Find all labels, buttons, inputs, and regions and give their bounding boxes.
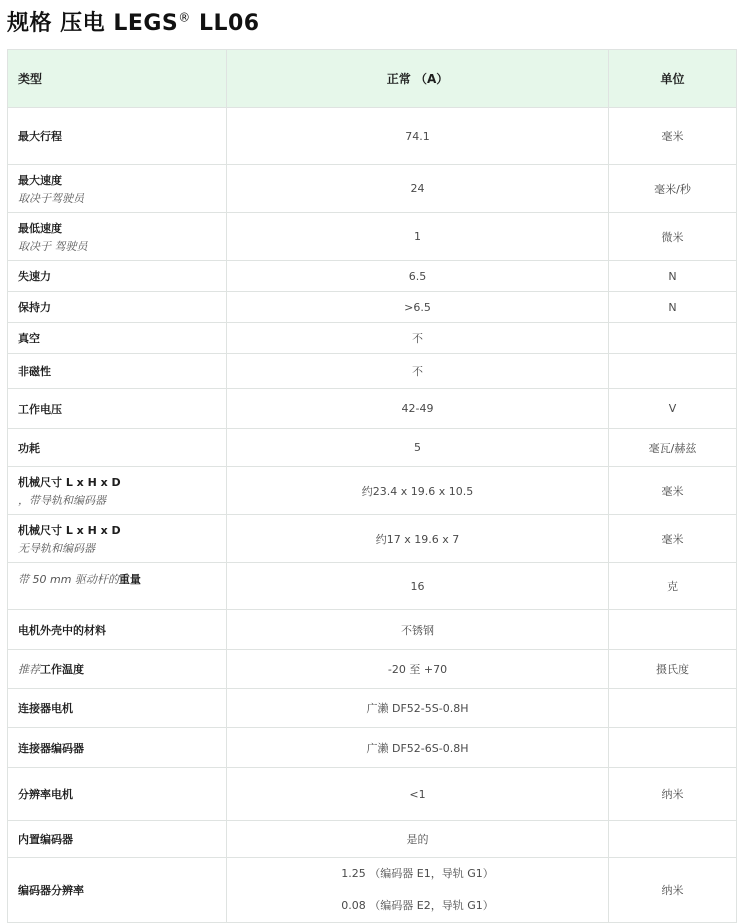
table-row [8, 728, 737, 768]
table-row [8, 563, 737, 610]
table-row [8, 768, 737, 821]
row-label: 分辨率电机 [8, 768, 227, 821]
row-value: 是的 [227, 821, 609, 858]
row-unit [609, 689, 737, 728]
row-label: 最低速度 取决于 驾驶员 [8, 213, 227, 261]
row-unit: 毫瓦/赫兹 [609, 429, 737, 467]
row-label: 工作电压 [8, 389, 227, 429]
header-unit: 单位 [609, 50, 737, 108]
table-row [8, 165, 737, 213]
row-value: 42-49 [227, 389, 609, 429]
table-row [8, 108, 737, 165]
row-unit: N [609, 292, 737, 323]
row-unit [609, 728, 737, 768]
table-row [8, 354, 737, 389]
row-unit: 毫米 [609, 467, 737, 515]
registered-mark: ® [178, 10, 191, 25]
row-value: 不锈钢 [227, 610, 609, 650]
table-row [8, 467, 737, 515]
row-label: 最大速度 取决于驾驶员 [8, 165, 227, 213]
row-label: 编码器分辨率 [8, 858, 227, 923]
table-row [8, 429, 737, 467]
row-value: 1 [227, 213, 609, 261]
row-value: >6.5 [227, 292, 609, 323]
header-type: 类型 [8, 50, 227, 108]
table-row [8, 515, 737, 563]
row-value: 24 [227, 165, 609, 213]
table-row [8, 650, 737, 689]
table-row [8, 213, 737, 261]
row-unit: N [609, 261, 737, 292]
row-unit [609, 354, 737, 389]
table-row [8, 858, 737, 923]
row-label: 失速力 [8, 261, 227, 292]
page-title: 规格 压电 LEGS® LL06 [7, 10, 260, 36]
row-value: 5 [227, 429, 609, 467]
row-label: 推荐工作温度 [8, 650, 227, 689]
table-row [8, 261, 737, 292]
table-row [8, 821, 737, 858]
row-value: 不 [227, 354, 609, 389]
table-header-row [8, 50, 737, 108]
row-unit: V [609, 389, 737, 429]
table-row [8, 323, 737, 354]
row-label: 机械尺寸 L x H x D ，带导轨和编码器 [8, 467, 227, 515]
row-label: 带 50 mm 驱动杆的重量 [8, 563, 227, 610]
row-unit [609, 323, 737, 354]
row-value: 1.25 （编码器 E1，导轨 G1） 0.08 （编码器 E2，导轨 G1） [227, 858, 609, 923]
row-value: 6.5 [227, 261, 609, 292]
table-row [8, 689, 737, 728]
table-row [8, 389, 737, 429]
row-value: 广濑 DF52-5S-0.8H [227, 689, 609, 728]
spec-table [7, 49, 737, 923]
row-label: 真空 [8, 323, 227, 354]
row-label: 非磁性 [8, 354, 227, 389]
row-value: 约17 x 19.6 x 7 [227, 515, 609, 563]
row-unit [609, 610, 737, 650]
row-label: 内置编码器 [8, 821, 227, 858]
row-value: <1 [227, 768, 609, 821]
row-unit: 克 [609, 563, 737, 610]
row-label: 功耗 [8, 429, 227, 467]
row-unit: 纳米 [609, 858, 737, 923]
header-normal: 正常 （A） [227, 50, 609, 108]
row-label: 电机外壳中的材料 [8, 610, 227, 650]
row-value: 广濑 DF52-6S-0.8H [227, 728, 609, 768]
row-unit: 毫米 [609, 515, 737, 563]
row-value: 16 [227, 563, 609, 610]
row-value: 约23.4 x 19.6 x 10.5 [227, 467, 609, 515]
row-unit: 毫米/秒 [609, 165, 737, 213]
row-label: 机械尺寸 L x H x D 无导轨和编码器 [8, 515, 227, 563]
row-unit: 微米 [609, 213, 737, 261]
row-label: 最大行程 [8, 108, 227, 165]
row-label: 保持力 [8, 292, 227, 323]
row-label: 连接器电机 [8, 689, 227, 728]
row-label: 连接器编码器 [8, 728, 227, 768]
row-unit: 毫米 [609, 108, 737, 165]
row-value: -20 至 +70 [227, 650, 609, 689]
table-row [8, 292, 737, 323]
row-unit: 纳米 [609, 768, 737, 821]
row-unit [609, 821, 737, 858]
table-row [8, 610, 737, 650]
row-value: 不 [227, 323, 609, 354]
row-value: 74.1 [227, 108, 609, 165]
row-unit: 摄氏度 [609, 650, 737, 689]
